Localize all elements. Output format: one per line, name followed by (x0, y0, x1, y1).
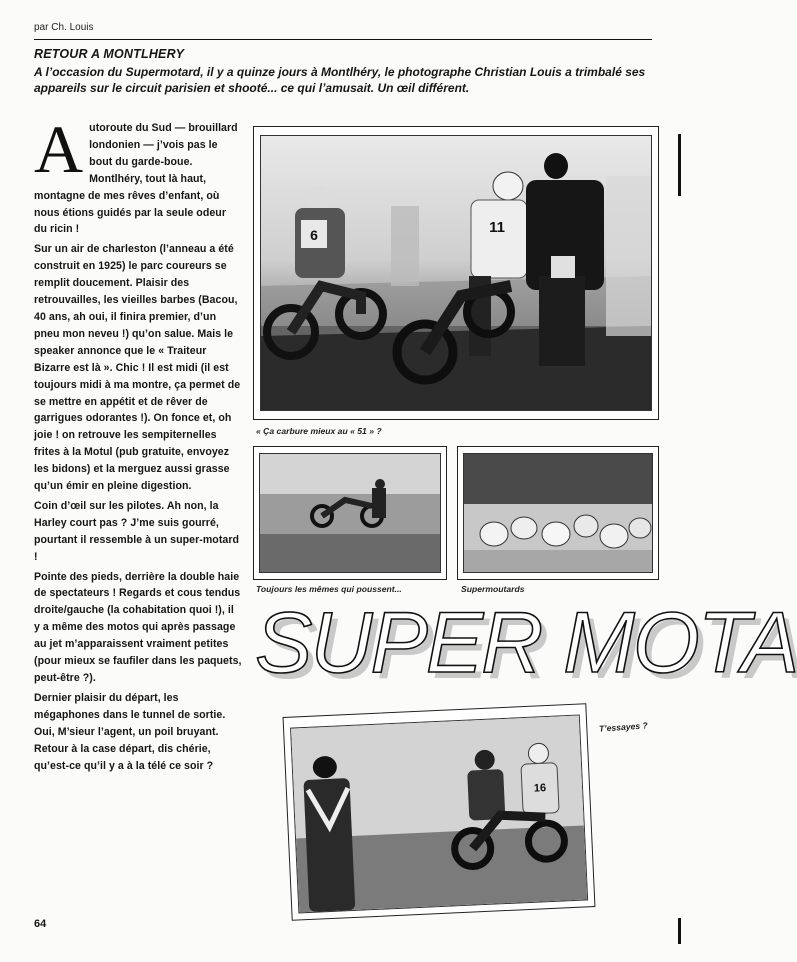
paragraph-1: Autoroute du Sud — brouillard londonien — j’vois pas le bout du garde-boue. Montlhéry, tout là haut, montagne de mes rêves d’enfant, où nous étions guidés par la seule odeur du ricin ! (34, 111, 238, 236)
right-edge-bar-bottom (678, 918, 681, 944)
rider-number-16: 16 (533, 782, 547, 795)
right-edge-bar-top (678, 134, 681, 196)
rider-number-11: 11 (489, 219, 505, 236)
kicker-title: RETOUR A MONTLHERY (34, 47, 185, 61)
paragraph-3: Coin d’œil sur les pilotes. Ah non, la Harley court pas ? J’me suis gourré, pourtant il ressemble à un super-motard ! (34, 499, 240, 563)
caption-top: « Ça carbure mieux au « 51 » ? (256, 426, 382, 436)
photo-right (463, 453, 653, 573)
page-number: 64 (34, 918, 47, 930)
photo-left-frame (253, 446, 447, 580)
photo-bottom (290, 715, 588, 914)
caption-left: Toujours les mêmes qui poussent... (256, 584, 402, 594)
header-rule (34, 39, 652, 40)
photo-right-frame (457, 446, 659, 580)
dropcap: A (34, 111, 84, 187)
photo-top (260, 135, 652, 411)
byline: par Ch. Louis (34, 22, 94, 33)
photo-top-frame (253, 126, 659, 420)
paragraph-2: Sur un air de charleston (l’anneau a été construit en 1925) le parc coureurs se remplit doucement. Plaisir des retrouvailles, les vieilles barbes (Bacou, 40 ans, ah oui, il finira premier, d’un pneu mon neveu !) qu’on salue. Mais le speaker annonce que le « Traiteur Bizarre est là ». Chic ! Il est midi (il est toujours midi à ma montre, ça permet de se mettre en appétit et de rêver de garrigues odorantes !). On fonce et, oh joie ! on retrouve les sempiternelles frites à la Motul (pub gratuite, envoyez les bidons) et la merguez aussi grasse qu’un émir en pleine digestion. (34, 243, 241, 493)
caption-right: Supermoutards (461, 584, 525, 594)
banner-title: SUPER MOTA (255, 595, 797, 691)
paragraph-5: Dernier plaisir du départ, les mégaphones dans le tunnel de sortie. Oui, M’sieur l’agent, un poil bruyant. Retour à la case départ, dis chérie, qu’est-ce qu’il y a à la télé ce soir ? (34, 691, 226, 772)
article-body (34, 111, 242, 777)
photo-bottom-frame (283, 703, 596, 921)
caption-bottom: T’essayes ? (598, 720, 649, 734)
standfirst: A l’occasion du Supermotard, il y a quinze jours à Montlhéry, le photographe Christian Louis a trimbalé ses appareils sur le circuit parisien et shooté... ce qui l’amusait. Un œil différent. (34, 65, 646, 95)
rider-number-6: 6 (310, 227, 318, 243)
photo-left (259, 453, 441, 573)
paragraph-4: Pointe des pieds, derrière la double haie de spectateurs ! Regards et cous tendus droite/gauche (la cohabitation quoi !), il y a même des motos qui après passage au jet m’apparaissent vraiment petites (pour mieux se faufiler dans les paquets, peut-être ?). (34, 570, 242, 684)
